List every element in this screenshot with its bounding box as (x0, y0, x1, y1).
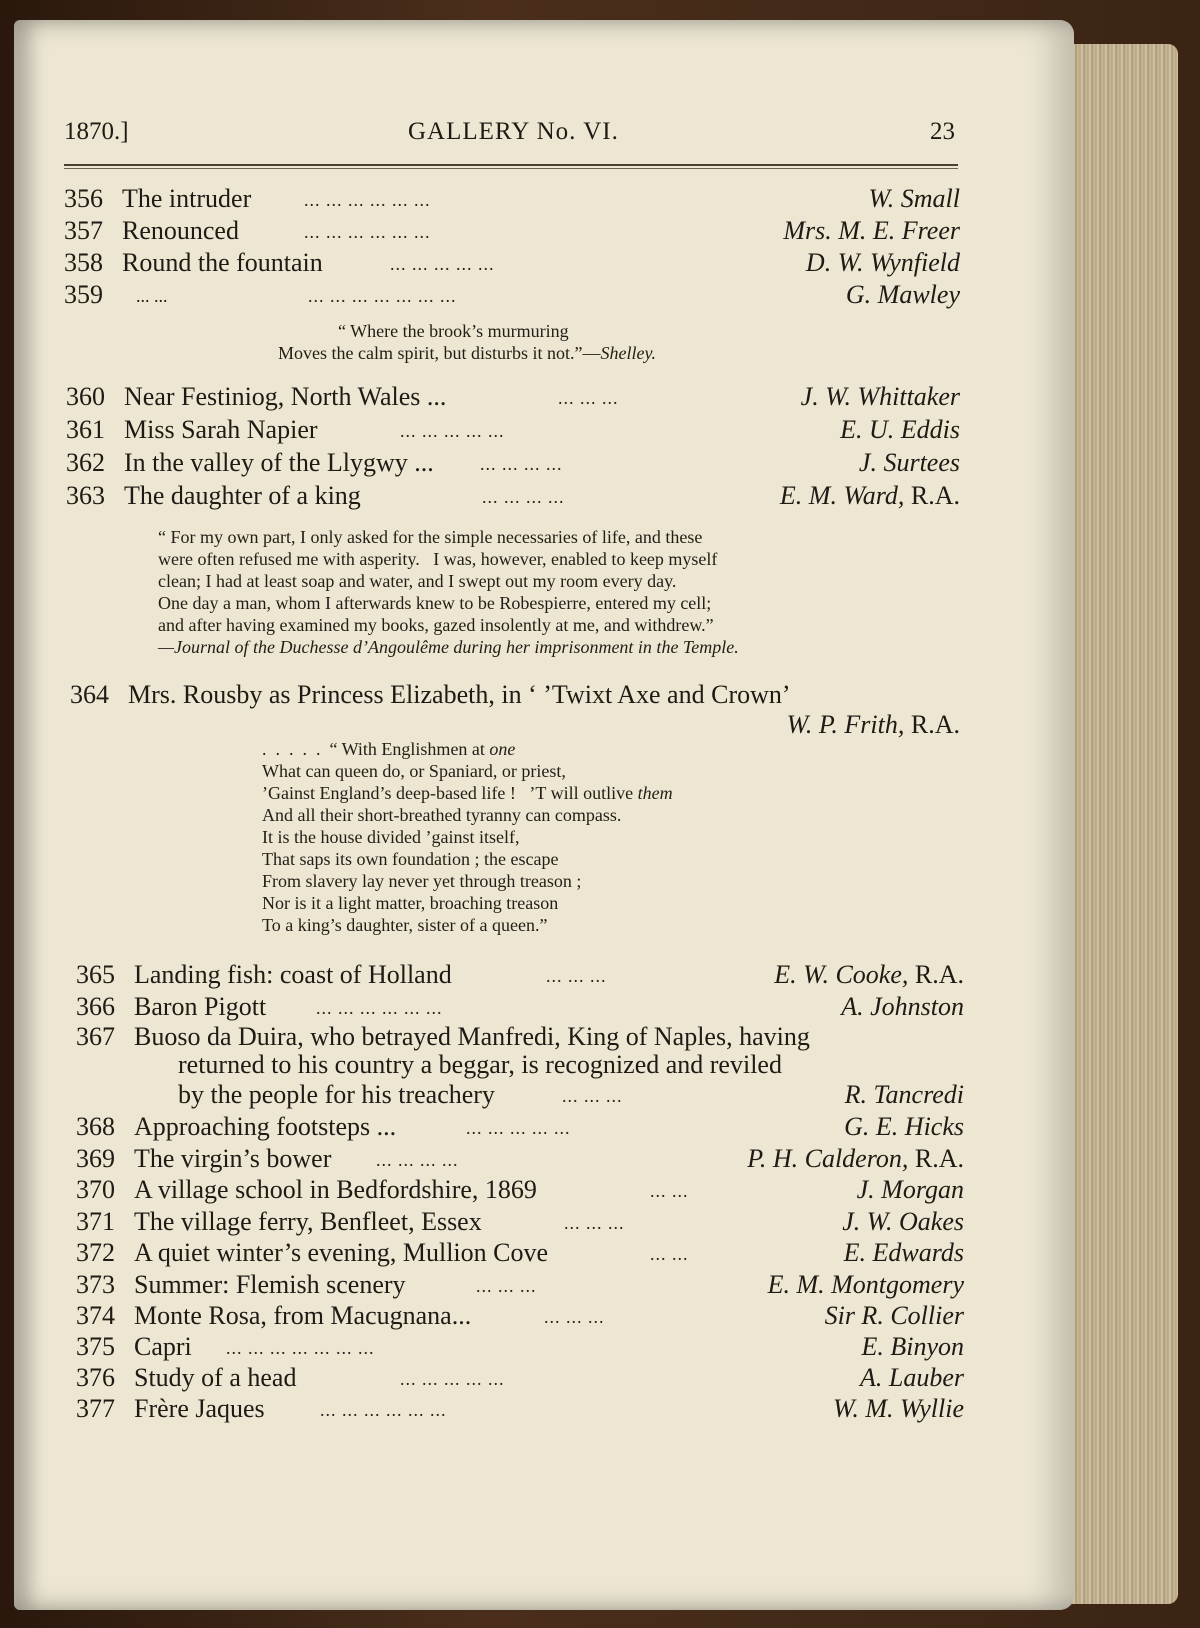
quote-364-line9: To a king’s daughter, sister of a queen.” (262, 915, 548, 935)
list-item: 366 Baron Pigott ... ... ... ... ... ... A. Johnston (76, 992, 964, 1021)
list-item: 375 Capri ... ... ... ... ... ... ... E. Binyon (76, 1332, 964, 1361)
list-item: 360 Near Festiniog, North Wales ... ... ... ... J. W. Whittaker (66, 382, 960, 411)
quote-364-line7: From slavery lay never yet through treason ; (262, 871, 582, 891)
quote-364-line5: It is the house divided ’gainst itself, (262, 827, 520, 847)
header-gallery-title: GALLERY No. VI. (408, 118, 619, 145)
quote-359-line2: Moves the calm spirit, but disturbs it not.”—Shelley. (278, 343, 656, 363)
quote-364-line6: That saps its own foundation ; the escape (262, 849, 559, 869)
list-item: 365 Landing fish: coast of Holland ... ... ... E. W. Cooke, R.A. (76, 960, 964, 989)
list-item: 377 Frère Jaques ... ... ... ... ... ... W. M. Wyllie (76, 1394, 964, 1423)
list-item: 372 A quiet winter’s evening, Mullion Cove ... ... E. Edwards (76, 1238, 964, 1267)
quote-363-line2: were often refused me with asperity. I was, however, enabled to keep myself (158, 549, 718, 569)
quote-364-line2: What can queen do, or Spaniard, or priest, (262, 761, 566, 781)
quote-363-attribution: —Journal of the Duchesse d’Angoulême during her imprisonment in the Temple. (158, 637, 739, 657)
list-item: 370 A village school in Bedfordshire, 1869 ... ... J. Morgan (76, 1175, 964, 1204)
list-item: 358 Round the fountain ... ... ... ... ... D. W. Wynfield (64, 248, 960, 277)
list-item-continuation: returned to his country a beggar, is recognized and reviled (178, 1050, 782, 1079)
quote-363-line3: clean; I had at least soap and water, and I swept out my room every day. (158, 571, 677, 591)
list-item: 362 In the valley of the Llygwy ... ... ... ... ... J. Surtees (66, 448, 960, 477)
quote-363-line5: and after having examined my books, gazed insolently at me, and withdrew.” (158, 615, 714, 635)
list-item: 376 Study of a head ... ... ... ... ... A. Lauber (76, 1363, 964, 1392)
header-rule (64, 164, 958, 166)
header-year: 1870.] (64, 118, 129, 145)
list-item-artist: W. P. Frith, R.A. (786, 710, 960, 739)
list-item: 373 Summer: Flemish scenery ... ... ... E. M. Montgomery (76, 1270, 964, 1299)
list-item: 359 ... ... ... ... ... ... ... ... ... G. Mawley (64, 280, 960, 309)
header-page-number: 23 (930, 118, 955, 145)
quote-364-line8: Nor is it a light matter, broaching treason (262, 893, 559, 913)
list-item: 374 Monte Rosa, from Macugnana... ... ... ... Sir R. Collier (76, 1301, 964, 1330)
list-item: 368 Approaching footsteps ... ... ... ... ... ... G. E. Hicks (76, 1112, 964, 1141)
list-item: 357 Renounced ... ... ... ... ... ... Mrs. M. E. Freer (64, 216, 960, 245)
list-item: 364 Mrs. Rousby as Princess Elizabeth, in ‘ ’Twixt Axe and Crown’ (70, 680, 791, 709)
quote-363-line4: One day a man, whom I afterwards knew to be Robespierre, entered my cell; (158, 593, 712, 613)
quote-363-line1: “ For my own part, I only asked for the simple necessaries of life, and these (158, 527, 703, 547)
page-edges (1070, 44, 1178, 1604)
quote-359-line1: “ Where the brook’s murmuring (338, 321, 569, 341)
header-rule-thin (64, 168, 958, 169)
list-item-continuation: by the people for his treachery ... ... ... R. Tancredi (178, 1080, 964, 1109)
list-item: 371 The village ferry, Benfleet, Essex ... ... ... J. W. Oakes (76, 1207, 964, 1236)
list-item: 361 Miss Sarah Napier ... ... ... ... ... E. U. Eddis (66, 415, 960, 444)
list-item: 363 The daughter of a king ... ... ... ... E. M. Ward, R.A. (66, 481, 960, 510)
list-item: 356 The intruder ... ... ... ... ... ... W. Small (64, 184, 960, 213)
list-item: 367 Buoso da Duira, who betrayed Manfredi, King of Naples, having (76, 1022, 810, 1051)
quote-364-line4: And all their short-breathed tyranny can compass. (262, 805, 622, 825)
list-item: 369 The virgin’s bower ... ... ... ... P. H. Calderon, R.A. (76, 1144, 964, 1173)
quote-364-line3: ’Gainst England’s deep-based life ! ’T will outlive them (262, 783, 673, 803)
quote-364-line1: . . . . . “ With Englishmen at one (262, 739, 516, 759)
